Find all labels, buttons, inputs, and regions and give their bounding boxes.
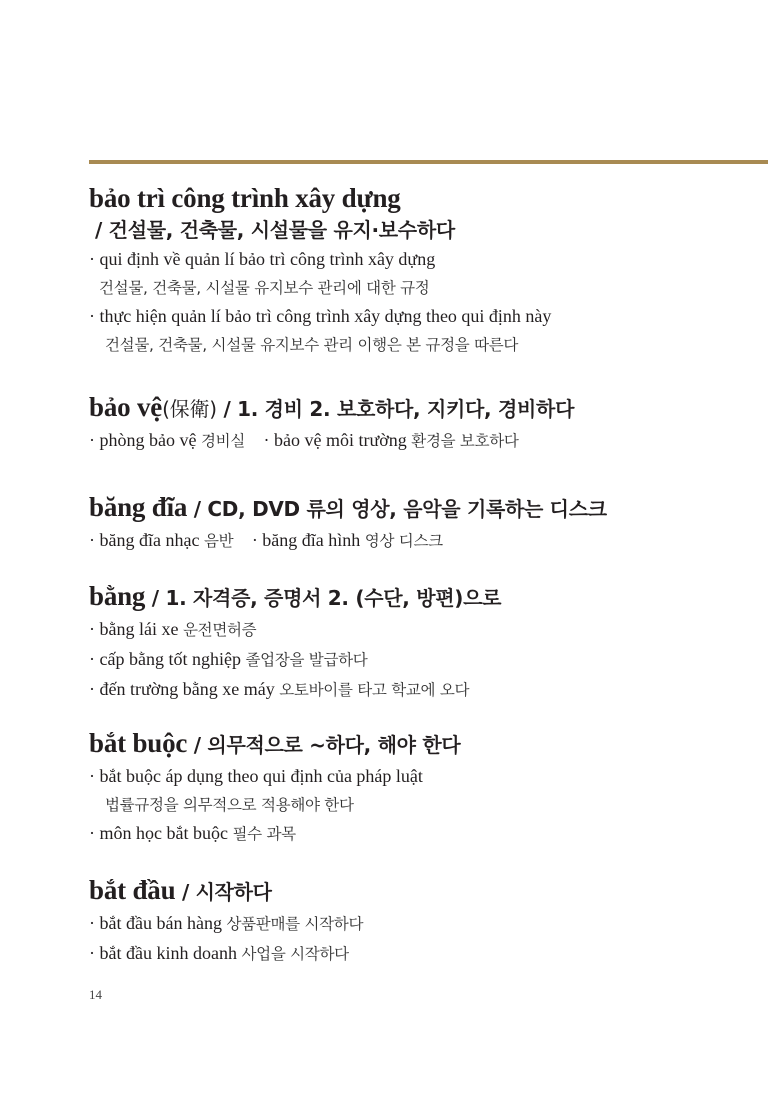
- headword-line: [89, 873, 749, 909]
- example-ko: 사업을 시작하다: [241, 945, 349, 963]
- example-ko: 음반: [203, 532, 234, 550]
- dictionary-entry: [89, 726, 749, 849]
- dictionary-entry: [89, 181, 749, 359]
- example-vi: · thực hiện quản lí bảo trì công trình xây dựng theo qui định này: [89, 306, 552, 326]
- definition: / 1. 자격증, 증명서 2. (수단, 방편)으로: [151, 586, 502, 610]
- header-rule: [89, 160, 768, 164]
- example-ko: 오토바이를 타고 학교에 오다: [279, 681, 470, 699]
- dictionary-entry: [89, 490, 749, 556]
- headword-line: [89, 726, 749, 762]
- example-line: [89, 675, 749, 705]
- example-line: [89, 615, 749, 645]
- example-ko: 상품판매를 시작하다: [226, 915, 364, 933]
- example-ko: 운전면허증: [182, 621, 257, 639]
- dictionary-entry: [89, 390, 749, 456]
- headword-line: [89, 490, 749, 526]
- example-line: [89, 526, 749, 556]
- dictionary-entry: [89, 579, 749, 705]
- example-vi: · đến trường bằng xe máy: [89, 679, 275, 699]
- example-ko: 법률규정을 의무적으로 적용해야 한다: [105, 796, 354, 814]
- example-vi: · bảo vệ môi trường: [263, 430, 407, 450]
- headword: bắt buộc: [89, 728, 188, 758]
- definition: / 1. 경비 2. 보호하다, 지키다, 경비하다: [223, 397, 575, 421]
- dictionary-entry: [89, 873, 749, 969]
- example-vi: · bắt đầu bán hàng: [89, 913, 222, 933]
- example-vi: · qui định về quản lí bảo trì công trình xây dựng: [89, 249, 436, 269]
- example-vi: · bắt đầu kinh doanh: [89, 943, 237, 963]
- example-vi: · băng đĩa nhạc: [89, 530, 200, 550]
- example-vi: · bằng lái xe: [89, 619, 179, 639]
- example-line: [89, 645, 749, 675]
- example-ko: 건설물, 건축물, 시설물 유지보수 관리에 대한 규정: [99, 279, 430, 297]
- definition: / 건설물, 건축물, 시설물을 유지·보수하다: [95, 218, 455, 242]
- headword-line: [89, 579, 749, 615]
- page-number: 14: [89, 987, 102, 1002]
- headword: bảo trì công trình xây dựng: [89, 183, 401, 213]
- example-line: [89, 909, 749, 939]
- headword-line: [89, 390, 749, 426]
- example-ko: 경비실: [200, 432, 246, 450]
- headword: bắt đầu: [89, 875, 176, 905]
- headword: băng đĩa: [89, 492, 188, 522]
- headword: bằng: [89, 581, 146, 611]
- example-ko: 건설물, 건축물, 시설물 유지보수 관리 이행은 본 규정을 따른다: [105, 336, 519, 354]
- headword-hanja: (保衛): [162, 397, 217, 421]
- example-vi: · bắt buộc áp dụng theo qui định của pháp luật: [89, 766, 423, 786]
- definition: / 의무적으로 ~하다, 해야 한다: [193, 733, 461, 757]
- headword: bảo vệ: [89, 392, 163, 422]
- example-vi: · cấp bằng tốt nghiệp: [89, 649, 241, 669]
- example-vi: · băng đĩa hình: [251, 530, 361, 550]
- example-line: [89, 939, 749, 969]
- example-ko: 환경을 보호하다: [411, 432, 519, 450]
- example-ko: 졸업장을 발급하다: [245, 651, 368, 669]
- definition: / CD, DVD 류의 영상, 음악을 기록하는 디스크: [193, 497, 607, 521]
- example-ko: 영상 디스크: [364, 532, 443, 550]
- example-vi: · môn học bắt buộc: [89, 823, 228, 843]
- example-ko: 필수 과목: [232, 825, 296, 843]
- definition: / 시작하다: [181, 880, 272, 904]
- example-line: [89, 426, 749, 456]
- example-vi: · phòng bảo vệ: [89, 430, 197, 450]
- example-line: [89, 819, 749, 849]
